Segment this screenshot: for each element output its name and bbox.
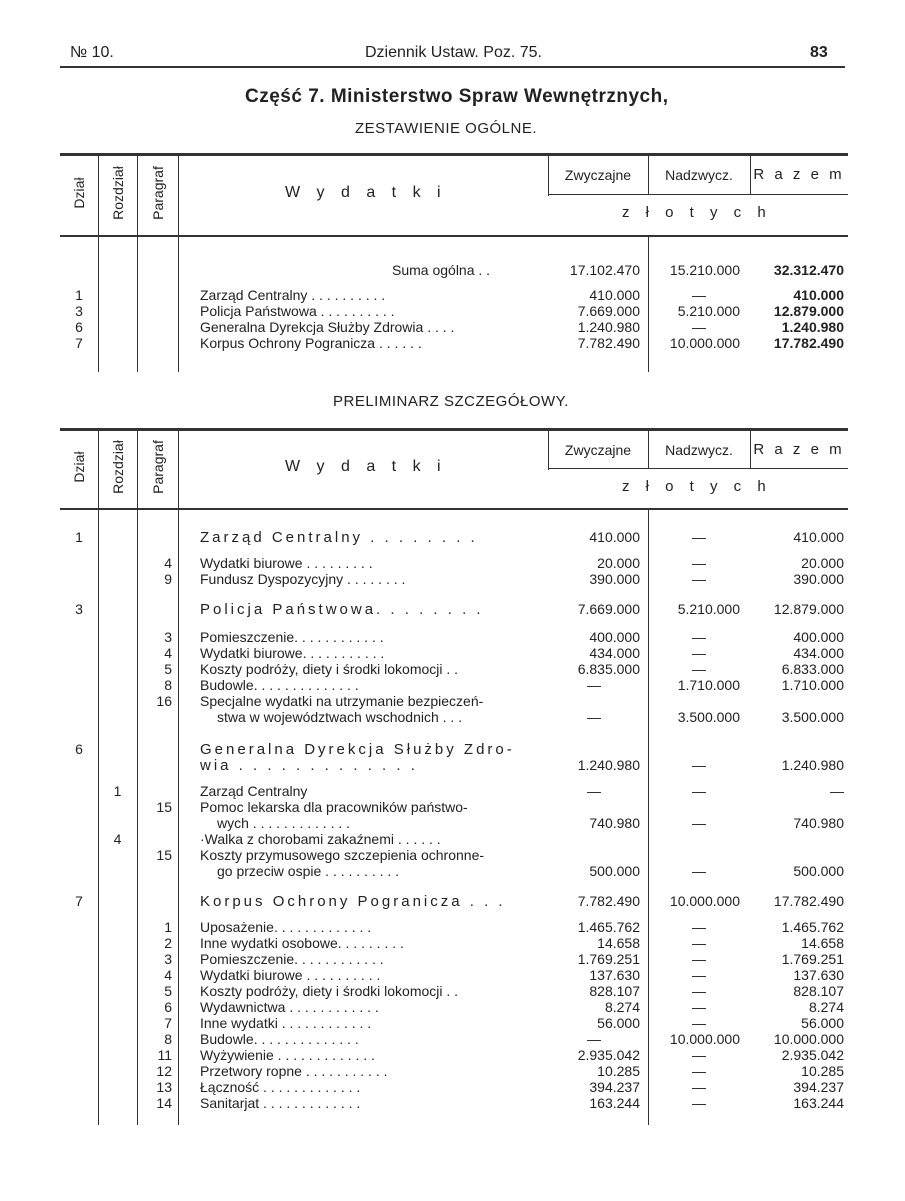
- detail-row-razem: 390.000: [793, 571, 844, 587]
- detail-row-nadzwycz: 1.710.000: [677, 677, 740, 693]
- column-dzial-header: Dział: [71, 451, 87, 483]
- page-number: 83: [810, 44, 828, 61]
- detail-row-razem: 410.000: [793, 529, 844, 545]
- detail-row-nadzwycz: —: [692, 1047, 706, 1063]
- detail-row-zwyczajne: 8.274: [604, 999, 640, 1015]
- detail-row-zwyczajne: 163.244: [589, 1095, 640, 1111]
- detail-row-zwyczajne: 10.285: [597, 1063, 640, 1079]
- detail-row-paragraf: 15: [156, 799, 172, 815]
- issue-number: № 10.: [70, 44, 114, 61]
- detail-row-zwyczajne: 390.000: [589, 571, 640, 587]
- detail-row-paragraf: 7: [164, 1015, 172, 1031]
- detail-row-zwyczajne: —: [587, 783, 601, 799]
- detail-row-nadzwycz: —: [692, 661, 706, 677]
- detail-row-paragraf: 2: [164, 935, 172, 951]
- column-razem-header: R a z e m: [753, 166, 845, 183]
- detail-row-paragraf: 8: [164, 677, 172, 693]
- detail-row-paragraf: 1: [164, 919, 172, 935]
- summary-col-divider: [98, 153, 99, 372]
- detail-row-nadzwycz: —: [692, 529, 706, 545]
- detail-row-razem: 137.630: [793, 967, 844, 983]
- detail-row-zwyczajne: 500.000: [589, 863, 640, 879]
- detail-row-label: Zarząd Centralny: [200, 783, 308, 799]
- detail-row-razem: 400.000: [793, 629, 844, 645]
- detail-row-label: Wydatki biurowe . . . . . . . . . .: [200, 967, 381, 983]
- detail-row-nadzwycz: 10.000.000: [669, 1031, 740, 1047]
- summary-row-label: Korpus Ochrony Pogranicza . . . . . .: [200, 335, 422, 351]
- detail-row-nadzwycz: —: [692, 645, 706, 661]
- detail-row-razem: 434.000: [793, 645, 844, 661]
- detail-row-label: Uposażenie. . . . . . . . . . . . .: [200, 919, 372, 935]
- summary-row-razem: 17.782.490: [773, 335, 844, 351]
- detail-row-nadzwycz: —: [692, 783, 706, 799]
- detail-row-nadzwycz: —: [692, 951, 706, 967]
- journal-reference: Dziennik Ustaw. Poz. 75.: [365, 44, 542, 61]
- summary-row-razem: 410.000: [793, 287, 844, 303]
- detail-row-label: Inne wydatki . . . . . . . . . . . .: [200, 1015, 372, 1031]
- summary-zlotych-rule: [548, 194, 848, 195]
- detail-row-label: Koszty podróży, diety i środki lokomocji . .: [200, 661, 459, 677]
- column-razem-header: R a z e m: [753, 441, 845, 458]
- column-rozdzial-header: Rozdział: [109, 166, 126, 220]
- detail-row-label-continued: go przeciw ospie . . . . . . . . . .: [217, 863, 400, 879]
- detail-row-razem: 1.710.000: [781, 677, 844, 693]
- detail-row-label: Pomieszczenie. . . . . . . . . . . .: [200, 951, 384, 967]
- detail-row-zwyczajne: 6.835.000: [577, 661, 640, 677]
- detail-row-paragraf: 13: [156, 1079, 172, 1095]
- detail-row-paragraf: 9: [164, 571, 172, 587]
- detail-row-paragraf: 12: [156, 1063, 172, 1079]
- detail-row-razem: —: [830, 783, 844, 799]
- detail-row-nadzwycz: —: [692, 863, 706, 879]
- detail-row-razem: 17.782.490: [773, 893, 844, 909]
- detail-row-zwyczajne: —: [587, 677, 601, 693]
- column-zlotych-header: z ł o t y c h: [622, 204, 772, 221]
- page-title: Część 7. Ministerstwo Spraw Wewnętrznych,: [245, 86, 669, 107]
- column-nadzwycz-header: Nadzwycz.: [665, 167, 733, 183]
- column-rozdzial-header: Rozdział: [109, 440, 126, 494]
- detail-row-dzial: 6: [75, 741, 83, 757]
- detail-row-rozdzial: 4: [113, 831, 122, 847]
- summary-row-zwyczajne: 7.669.000: [577, 303, 640, 319]
- detail-row-nadzwycz: —: [692, 1095, 706, 1111]
- detail-col-divider: [98, 428, 99, 1125]
- detail-row-nadzwycz: —: [692, 571, 706, 587]
- detail-row-zwyczajne: 828.107: [589, 983, 640, 999]
- detail-col-divider: [178, 428, 179, 1125]
- detail-row-rozdzial: 1: [113, 783, 122, 799]
- detail-row-label: Przetwory ropne . . . . . . . . . . .: [200, 1063, 388, 1079]
- detail-row-paragraf: 3: [164, 629, 172, 645]
- detail-row-label: Generalna Dyrekcja Służby Zdro-: [200, 741, 515, 758]
- summary-row-label: Policja Państwowa . . . . . . . . . .: [200, 303, 395, 319]
- detail-row-razem: 8.274: [808, 999, 844, 1015]
- detail-row-zwyczajne: —: [587, 1031, 601, 1047]
- detail-row-paragraf: 4: [164, 967, 172, 983]
- summary-col-divider: [750, 153, 751, 194]
- column-wydatki-header: W y d a t k i: [285, 184, 447, 201]
- detail-row-zwyczajne: 1.240.980: [577, 757, 640, 773]
- detail-row-razem: 828.107: [793, 983, 844, 999]
- detail-row-nadzwycz: —: [692, 1079, 706, 1095]
- column-wydatki-header: W y d a t k i: [285, 458, 447, 475]
- detail-row-paragraf: 4: [164, 645, 172, 661]
- total-razem: 32.312.470: [773, 262, 844, 278]
- summary-caption: ZESTAWIENIE OGÓLNE.: [355, 120, 538, 137]
- detail-row-paragraf: 4: [164, 555, 172, 571]
- detail-row-nadzwycz: 3.500.000: [677, 709, 740, 725]
- detail-row-razem: 500.000: [793, 863, 844, 879]
- detail-row-zwyczajne: 1.769.251: [577, 951, 640, 967]
- summary-row-razem: 1.240.980: [781, 319, 844, 335]
- summary-row-razem: 12.879.000: [773, 303, 844, 319]
- summary-col-divider: [137, 153, 138, 372]
- detail-row-paragraf: 3: [164, 951, 172, 967]
- detail-row-nadzwycz: —: [692, 935, 706, 951]
- summary-row-dzial: 7: [75, 335, 83, 351]
- detail-row-razem: 1.769.251: [781, 951, 844, 967]
- detail-row-zwyczajne: 7.782.490: [577, 893, 640, 909]
- total-label: Suma ogólna . .: [392, 262, 491, 278]
- detail-row-label-continued: wia . . . . . . . . . . . . .: [200, 757, 418, 774]
- column-zlotych-header: z ł o t y c h: [622, 478, 772, 495]
- detail-row-paragraf: 8: [164, 1031, 172, 1047]
- detail-row-razem: 12.879.000: [773, 601, 844, 617]
- detail-row-zwyczajne: 1.465.762: [577, 919, 640, 935]
- detail-row-nadzwycz: —: [692, 919, 706, 935]
- column-paragraf-header: Paragraf: [149, 166, 166, 220]
- detail-row-dzial: 3: [75, 601, 83, 617]
- total-nadzwycz: 15.210.000: [669, 262, 740, 278]
- column-zwyczajne-header: Zwyczajne: [564, 167, 632, 183]
- detail-row-nadzwycz: 5.210.000: [677, 601, 740, 617]
- detail-row-label: Wydatki biurowe . . . . . . . . .: [200, 555, 373, 571]
- summary-row-zwyczajne: 7.782.490: [577, 335, 640, 351]
- detail-row-label: Koszty przymusowego szczepienia ochronne-: [200, 847, 485, 863]
- detail-row-razem: 56.000: [801, 1015, 844, 1031]
- detail-row-label: Wydatki biurowe. . . . . . . . . . .: [200, 645, 385, 661]
- summary-row-dzial: 6: [75, 319, 83, 335]
- detail-row-razem: 394.237: [793, 1079, 844, 1095]
- detail-row-zwyczajne: 394.237: [589, 1079, 640, 1095]
- detail-row-nadzwycz: —: [692, 757, 706, 773]
- detail-row-zwyczajne: 740.980: [589, 815, 640, 831]
- detail-row-label: Pomoc lekarska dla pracowników państwo-: [200, 799, 468, 815]
- detail-row-razem: 1.465.762: [781, 919, 844, 935]
- detail-row-label: Koszty podróży, diety i środki lokomocji . .: [200, 983, 459, 999]
- detail-row-label-continued: wych . . . . . . . . . . . . .: [217, 815, 351, 831]
- detail-col-divider: [548, 428, 549, 470]
- detail-row-paragraf: 16: [156, 693, 172, 709]
- column-nadzwycz-header: Nadzwycz.: [665, 442, 733, 458]
- detail-row-dzial: 1: [75, 529, 83, 545]
- detail-row-nadzwycz: —: [692, 555, 706, 571]
- summary-row-nadzwycz: 5.210.000: [677, 303, 740, 319]
- detail-row-zwyczajne: 400.000: [589, 629, 640, 645]
- detail-row-zwyczajne: —: [587, 709, 601, 725]
- detail-row-zwyczajne: 410.000: [589, 529, 640, 545]
- detail-row-label: Policja Państwowa. . . . . . . .: [200, 601, 484, 618]
- detail-row-razem: 14.658: [801, 935, 844, 951]
- detail-row-nadzwycz: —: [692, 1063, 706, 1079]
- detail-row-paragraf: 6: [164, 999, 172, 1015]
- detail-row-paragraf: 14: [156, 1095, 172, 1111]
- detail-row-label: Korpus Ochrony Pogranicza . . .: [200, 893, 506, 910]
- column-paragraf-header: Paragraf: [149, 440, 166, 494]
- detail-row-label: Pomieszczenie. . . . . . . . . . . .: [200, 629, 384, 645]
- total-zwyczajne: 17.102.470: [569, 262, 640, 278]
- detail-col-divider: [750, 428, 751, 468]
- summary-row-zwyczajne: 1.240.980: [577, 319, 640, 335]
- detail-zlotych-rule: [548, 468, 848, 469]
- detail-col-divider: [648, 428, 649, 468]
- detail-row-razem: 740.980: [793, 815, 844, 831]
- detail-row-zwyczajne: 14.658: [597, 935, 640, 951]
- summary-row-nadzwycz: —: [692, 287, 706, 303]
- detail-row-label: Inne wydatki osobowe. . . . . . . . .: [200, 935, 404, 951]
- detail-row-razem: 10.000.000: [773, 1031, 844, 1047]
- detail-row-label: Specjalne wydatki na utrzymanie bezpieczeń-: [200, 693, 484, 709]
- summary-row-label: Generalna Dyrekcja Służby Zdrowia . . . .: [200, 319, 455, 335]
- summary-row-nadzwycz: 10.000.000: [669, 335, 740, 351]
- detail-row-razem: 3.500.000: [781, 709, 844, 725]
- detail-row-zwyczajne: 56.000: [597, 1015, 640, 1031]
- summary-row-dzial: 1: [75, 287, 83, 303]
- detail-row-label: ·Walka z chorobami zakaźnemi . . . . . .: [200, 831, 441, 847]
- detail-row-label: Zarząd Centralny . . . . . . . .: [200, 529, 478, 546]
- detail-row-paragraf: 15: [156, 847, 172, 863]
- detail-row-nadzwycz: —: [692, 815, 706, 831]
- detail-row-nadzwycz: 10.000.000: [669, 893, 740, 909]
- detail-row-nadzwycz: —: [692, 999, 706, 1015]
- detail-row-nadzwycz: —: [692, 629, 706, 645]
- detail-row-label: Wydawnictwa . . . . . . . . . . . .: [200, 999, 379, 1015]
- column-dzial-header: Dział: [71, 177, 87, 209]
- detail-row-dzial: 7: [75, 893, 83, 909]
- summary-row-dzial: 3: [75, 303, 83, 319]
- detail-row-zwyczajne: 434.000: [589, 645, 640, 661]
- detail-row-label: Sanitarjat . . . . . . . . . . . . .: [200, 1095, 361, 1111]
- detail-row-paragraf: 11: [157, 1047, 172, 1063]
- detail-row-razem: 163.244: [793, 1095, 844, 1111]
- detail-row-label: Budowle. . . . . . . . . . . . . .: [200, 1031, 359, 1047]
- detail-row-zwyczajne: 7.669.000: [577, 601, 640, 617]
- detail-row-zwyczajne: 20.000: [597, 555, 640, 571]
- detail-caption: PRELIMINARZ SZCZEGÓŁOWY.: [333, 393, 569, 410]
- detail-row-razem: 2.935.042: [781, 1047, 844, 1063]
- summary-col-divider: [548, 153, 549, 196]
- header-rule: [60, 66, 845, 68]
- detail-row-paragraf: 5: [164, 661, 172, 677]
- detail-row-zwyczajne: 137.630: [589, 967, 640, 983]
- summary-row-zwyczajne: 410.000: [589, 287, 640, 303]
- summary-row-nadzwycz: —: [692, 319, 706, 335]
- summary-col-divider: [648, 153, 649, 194]
- detail-row-nadzwycz: —: [692, 967, 706, 983]
- detail-row-label-continued: stwa w województwach wschodnich . . .: [217, 709, 463, 725]
- summary-col-divider: [178, 153, 179, 372]
- detail-row-zwyczajne: 2.935.042: [577, 1047, 640, 1063]
- detail-row-razem: 6.833.000: [781, 661, 844, 677]
- detail-row-label: Łączność . . . . . . . . . . . . .: [200, 1079, 361, 1095]
- detail-row-nadzwycz: —: [692, 1015, 706, 1031]
- detail-row-paragraf: 5: [164, 983, 172, 999]
- detail-row-nadzwycz: —: [692, 983, 706, 999]
- detail-row-razem: 10.285: [801, 1063, 844, 1079]
- detail-row-label: Budowle. . . . . . . . . . . . . .: [200, 677, 359, 693]
- column-zwyczajne-header: Zwyczajne: [564, 442, 632, 458]
- detail-row-razem: 20.000: [801, 555, 844, 571]
- detail-row-razem: 1.240.980: [781, 757, 844, 773]
- detail-row-label: Fundusz Dyspozycyjny . . . . . . . .: [200, 571, 406, 587]
- summary-row-label: Zarząd Centralny . . . . . . . . . .: [200, 287, 386, 303]
- detail-row-label: Wyżywienie . . . . . . . . . . . . .: [200, 1047, 375, 1063]
